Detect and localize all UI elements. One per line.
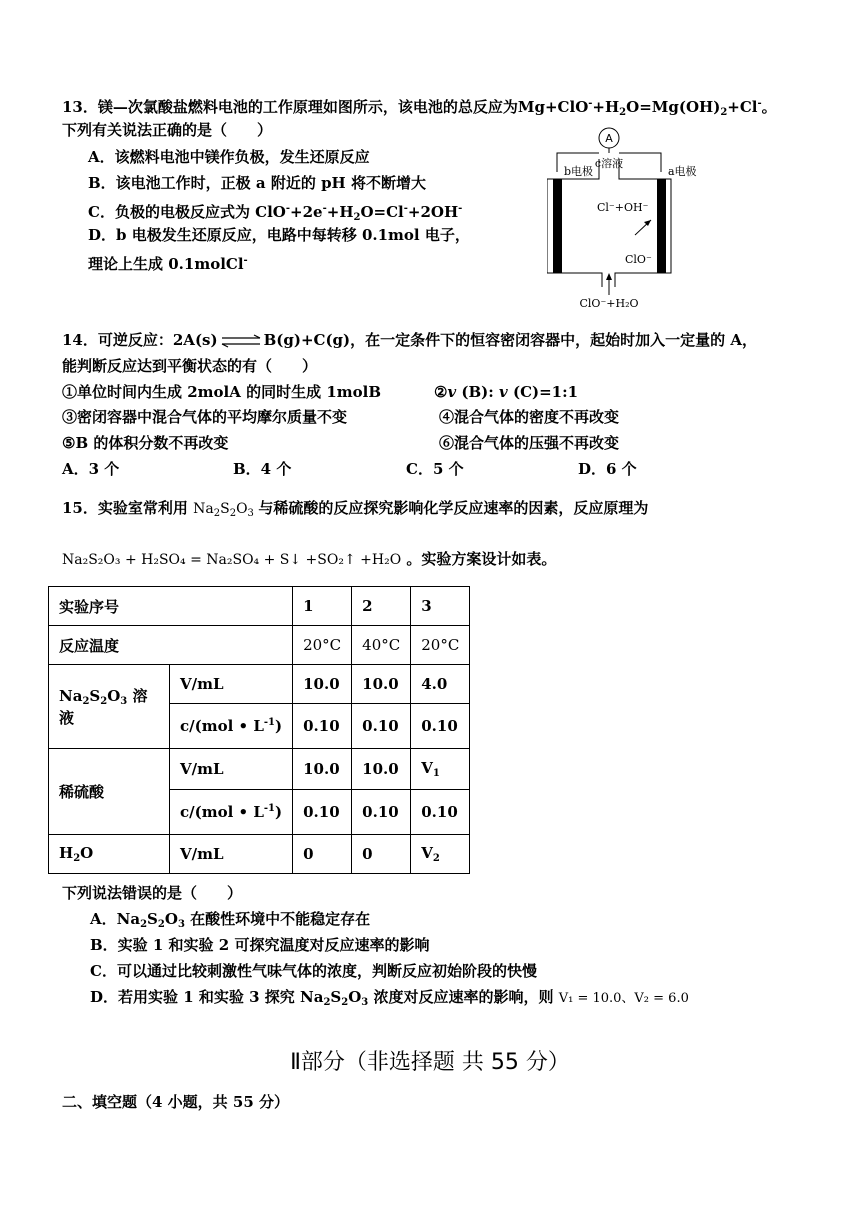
q14-option-d: D．6 个 <box>578 460 637 478</box>
table-cell: 0 <box>293 835 352 874</box>
table-cell: 0.10 <box>352 704 411 749</box>
part2-heading: Ⅱ部分（非选择题 共 55 分） <box>290 1050 570 1075</box>
table-cell: V/mL <box>170 835 293 874</box>
table-row <box>49 749 470 790</box>
section-2-title: 二、填空题（4 小题，共 55 分） <box>62 1093 289 1111</box>
table-cell: V/mL <box>170 749 293 790</box>
table-cell: 0.10 <box>411 790 470 835</box>
table-cell: 0.10 <box>293 704 352 749</box>
q14-stem: 14．可逆反应：2A(s) B(g)+C(g)，在一定条件下的恒容密闭容器中，起始时加入一定量的 A， <box>62 331 758 349</box>
q13-option-d: D．b 电极发生还原反应，电路中每转移 0.1mol 电子， <box>88 226 470 244</box>
table-cell: c/(mol • $L^{-1}$) <box>170 704 293 749</box>
reactant-ion-label: ClO⁻ <box>625 253 652 266</box>
q15-equation: Na₂S₂O₃ + H₂SO₄ = Na₂SO₄ + S↓ +SO₂↑ +H₂O 。实验方案设计如表。 <box>62 550 557 568</box>
q15-option-c: C．可以通过比较刺激性气味气体的浓度，判断反应初始阶段的快慢 <box>90 962 537 980</box>
table-cell: $Na_2S_2O_3$ 溶液 <box>49 665 170 749</box>
table-cell: 10.0 <box>352 665 411 704</box>
q13-option-b: B．该电池工作时，正极 a 附近的 pH 将不断增大 <box>88 174 426 192</box>
q14-item-4: ④混合气体的密度不再改变 <box>439 408 620 426</box>
q15-option-a: A．$Na_2S_2O_3$ 在酸性环境中不能稳定存在 <box>90 910 371 930</box>
table-cell: 20°C <box>411 626 470 665</box>
thiosulfate-formula: $Na_2S_2O_3$ <box>193 501 254 519</box>
experiment-table <box>48 586 470 874</box>
q14-option-c: C．5 个 <box>406 460 464 478</box>
inlet-label: ClO⁻+H₂O <box>579 297 639 310</box>
table-cell: $H_2O$ <box>49 835 170 874</box>
table-cell: 0.10 <box>293 790 352 835</box>
table-cell: 10.0 <box>293 749 352 790</box>
q14-item-3: ③密闭容器中混合气体的平均摩尔质量不变 <box>62 408 348 426</box>
q15-option-b: B．实验 1 和实验 2 可探究温度对反应速率的影响 <box>90 936 430 954</box>
table-cell: V/mL <box>170 665 293 704</box>
ammeter-label: A <box>605 132 613 145</box>
table-cell: 2 <box>352 587 411 626</box>
table-cell: 1 <box>293 587 352 626</box>
table-row <box>49 835 470 874</box>
table-row <box>49 587 470 626</box>
q14-option-a: A．3 个 <box>62 460 120 478</box>
table-cell: 0 <box>352 835 411 874</box>
table-cell: c/(mol • $L^{-1}$) <box>170 790 293 835</box>
table-cell: 实验序号 <box>49 587 293 626</box>
table-cell: 0.10 <box>352 790 411 835</box>
q13-option-c: C．负极的电极反应式为 $ClO^-+2e^-+H_2O=Cl^-+2OH^-$ <box>88 203 463 223</box>
q15-prompt: 下列说法错误的是（ ） <box>62 884 243 902</box>
table-cell: 10.0 <box>293 665 352 704</box>
table-cell: 反应温度 <box>49 626 293 665</box>
equilibrium-arrow-icon <box>221 334 261 348</box>
product-ions-label: Cl⁻+OH⁻ <box>597 201 649 214</box>
table-cell: 4.0 <box>411 665 470 704</box>
table-cell: $V_1$ <box>411 749 470 790</box>
q13-option-d-cont: 理论上生成 0.1molCl- <box>88 255 248 273</box>
battery-diagram <box>547 127 707 312</box>
table-cell: 稀硫酸 <box>49 749 170 835</box>
q14-item-2: ②v (B): v (C)=1:1 <box>434 383 579 401</box>
table-cell: $V_2$ <box>411 835 470 874</box>
q13-stem: 13．镁—次氯酸盐燃料电池的工作原理如图所示，该电池的总反应为$Mg+ClO^-+H_2O=Mg(OH)_2+Cl^-$。 <box>62 98 777 118</box>
q14-prompt: 能判断反应达到平衡状态的有（ ） <box>62 357 318 375</box>
q14-item-6: ⑥混合气体的压强不再改变 <box>439 434 620 452</box>
b-electrode-label: b电极 <box>564 165 594 178</box>
c-solution-label: c溶液 <box>594 157 624 170</box>
table-row <box>49 665 470 704</box>
table-row <box>49 626 470 665</box>
q13-prompt: 下列有关说法正确的是（ ） <box>62 121 273 139</box>
q14-option-b: B．4 个 <box>233 460 292 478</box>
table-cell: 0.10 <box>411 704 470 749</box>
a-electrode-label: a电极 <box>668 165 697 178</box>
q14-item-5: ⑤B 的体积分数不再改变 <box>62 434 229 452</box>
table-cell: 20°C <box>293 626 352 665</box>
q15-stem: 15．实验室常利用 $Na_2S_2O_3$ 与稀硫酸的反应探究影响化学反应速率的因素，反应原理为 <box>62 499 649 519</box>
table-cell: 10.0 <box>352 749 411 790</box>
q14-item-1: ①单位时间内生成 2molA 的同时生成 1molB <box>62 383 382 401</box>
table-cell: 40°C <box>352 626 411 665</box>
q13-option-a: A．该燃料电池中镁作负极，发生还原反应 <box>88 148 370 166</box>
table-cell: 3 <box>411 587 470 626</box>
q15-option-d: D．若用实验 1 和实验 3 探究 $Na_2S_2O_3$ 浓度对反应速率的影响，则 V₁ = 10.0、V₂ = 6.0 <box>90 988 689 1008</box>
